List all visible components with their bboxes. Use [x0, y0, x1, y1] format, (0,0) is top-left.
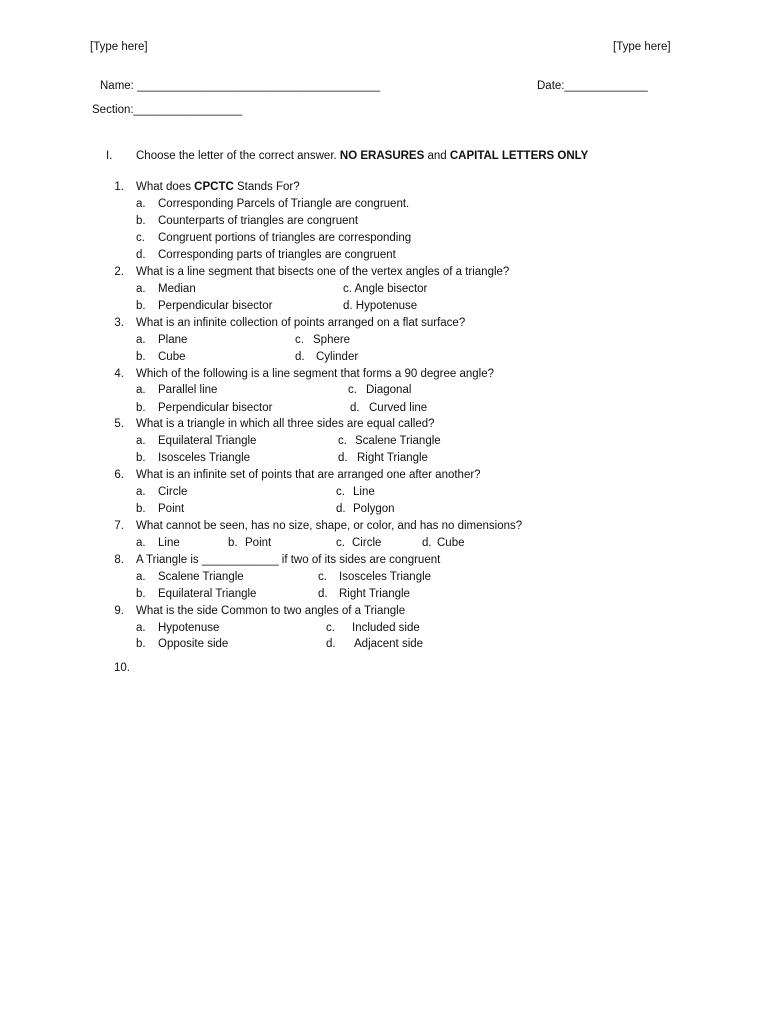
option-text: Equilateral Triangle [158, 588, 257, 600]
option-letter: c. [338, 435, 347, 447]
instructions-bold-capital: CAPITAL LETTERS ONLY [449, 150, 589, 162]
question-number: 4. [114, 368, 124, 380]
option-letter: c. [318, 571, 327, 583]
option-letter: a. [136, 198, 146, 210]
option-text: Line [158, 537, 180, 549]
option-text: Scalene Triangle [355, 435, 441, 447]
option-letter: d. [350, 402, 360, 414]
option-text: Isosceles Triangle [158, 452, 251, 464]
option-text: Opposite side [158, 638, 229, 650]
option-letter: d. [422, 537, 432, 549]
option-letter: c. [336, 486, 345, 498]
question-text: What is an infinite collection of points arranged on a flat surface? [136, 317, 466, 329]
option-letter: d. [318, 588, 328, 600]
option-letter: a. [136, 622, 146, 634]
question-text: A Triangle is ____________ if two of its sides are congruent [136, 554, 441, 566]
option-text: Isosceles Triangle [339, 571, 432, 583]
option-letter: c. [336, 537, 345, 549]
option-letter: a. [136, 486, 146, 498]
instructions-text: Choose the letter of the correct answer. [136, 150, 340, 162]
question-number: 5. [114, 418, 124, 430]
question-text: What is an infinite set of points that are arranged one after another? [136, 469, 481, 481]
option-text: Cube [158, 351, 186, 363]
instructions-text-mid: and [424, 150, 450, 162]
option-letter: c. [295, 334, 304, 346]
option-letter: b. [136, 588, 146, 600]
option-text: Hypotenuse [158, 622, 220, 634]
option-letter: a. [136, 334, 146, 346]
option-text: Equilateral Triangle [158, 435, 257, 447]
question-number: 10. [114, 662, 130, 674]
question-number: 3. [114, 317, 124, 329]
option-text: Median [158, 283, 196, 295]
option-letter: a. [136, 571, 146, 583]
option-text: Cube [437, 537, 465, 549]
question-text: Which of the following is a line segment that forms a 90 degree angle? [136, 368, 494, 380]
option-letter: b. [136, 351, 146, 363]
option-text: Scalene Triangle [158, 571, 244, 583]
question-text: What is the side Common to two angles of a Triangle [136, 605, 406, 617]
option-letter: b. [136, 452, 146, 464]
question-text: What is a triangle in which all three sides are equal called? [136, 418, 435, 430]
option-text: d. Hypotenuse [343, 300, 418, 312]
question-text-post: Stands For? [233, 181, 300, 193]
option-letter: c. [348, 384, 357, 396]
option-text: Adjacent side [354, 638, 424, 650]
date-field: Date:_____________ [537, 80, 648, 92]
option-text: Right Triangle [357, 452, 428, 464]
question-number: 1. [114, 181, 124, 193]
option-letter: d. [136, 249, 146, 261]
option-letter: c. [326, 622, 335, 634]
option-text: Sphere [313, 334, 351, 346]
question-text-bold: CPCTC [194, 181, 234, 193]
question-text: What is a line segment that bisects one of the vertex angles of a triangle? [136, 266, 510, 278]
question-number: 9. [114, 605, 124, 617]
option-text: Line [353, 486, 375, 498]
option-text: Point [158, 503, 185, 515]
option-letter: a. [136, 435, 146, 447]
option-text: Perpendicular bisector [158, 402, 273, 414]
question-text-pre: What does [136, 181, 195, 193]
question-number: 8. [114, 554, 124, 566]
option-letter: d. [338, 452, 348, 464]
option-text: Circle [352, 537, 382, 549]
option-text: c. Angle bisector [343, 283, 428, 295]
option-letter: b. [136, 503, 146, 515]
name-field: Name: ______________________________________ [100, 80, 381, 92]
option-letter: a. [136, 537, 146, 549]
question-text: What cannot be seen, has no size, shape, or color, and has no dimensions? [136, 520, 523, 532]
option-text: Counterparts of triangles are congruent [158, 215, 359, 227]
option-text: Plane [158, 334, 188, 346]
option-letter: b. [136, 638, 146, 650]
option-text: Parallel line [158, 384, 218, 396]
option-text: Corresponding parts of triangles are congruent [158, 249, 396, 261]
header-left: [Type here] [90, 41, 148, 53]
option-text: Point [245, 537, 272, 549]
question-number: 2. [114, 266, 124, 278]
question-text [136, 179, 300, 195]
option-text: Circle [158, 486, 188, 498]
option-letter: c. [136, 232, 145, 244]
option-letter: d. [336, 503, 346, 515]
option-letter: a. [136, 384, 146, 396]
option-letter: d. [295, 351, 305, 363]
option-letter: b. [228, 537, 238, 549]
part-numeral: I. [106, 150, 113, 162]
header-right: [Type here] [613, 41, 671, 53]
section-field: Section:_________________ [92, 104, 243, 116]
option-text: Diagonal [366, 384, 412, 396]
option-letter: d. [326, 638, 336, 650]
question-number: 6. [114, 469, 124, 481]
option-text: Polygon [353, 503, 395, 515]
option-text: Cylinder [316, 351, 359, 363]
option-text: Congruent portions of triangles are corresponding [158, 232, 412, 244]
option-letter: b. [136, 402, 146, 414]
question-number: 7. [114, 520, 124, 532]
option-text: Corresponding Parcels of Triangle are congruent. [158, 198, 410, 210]
instructions-bold-no-erasures: NO ERASURES [339, 150, 425, 162]
option-text: Curved line [369, 402, 428, 414]
option-letter: b. [136, 300, 146, 312]
option-text: Included side [352, 622, 420, 634]
option-letter: a. [136, 283, 146, 295]
instructions [136, 148, 588, 164]
option-text: Perpendicular bisector [158, 300, 273, 312]
option-text: Right Triangle [339, 588, 410, 600]
option-letter: b. [136, 215, 146, 227]
